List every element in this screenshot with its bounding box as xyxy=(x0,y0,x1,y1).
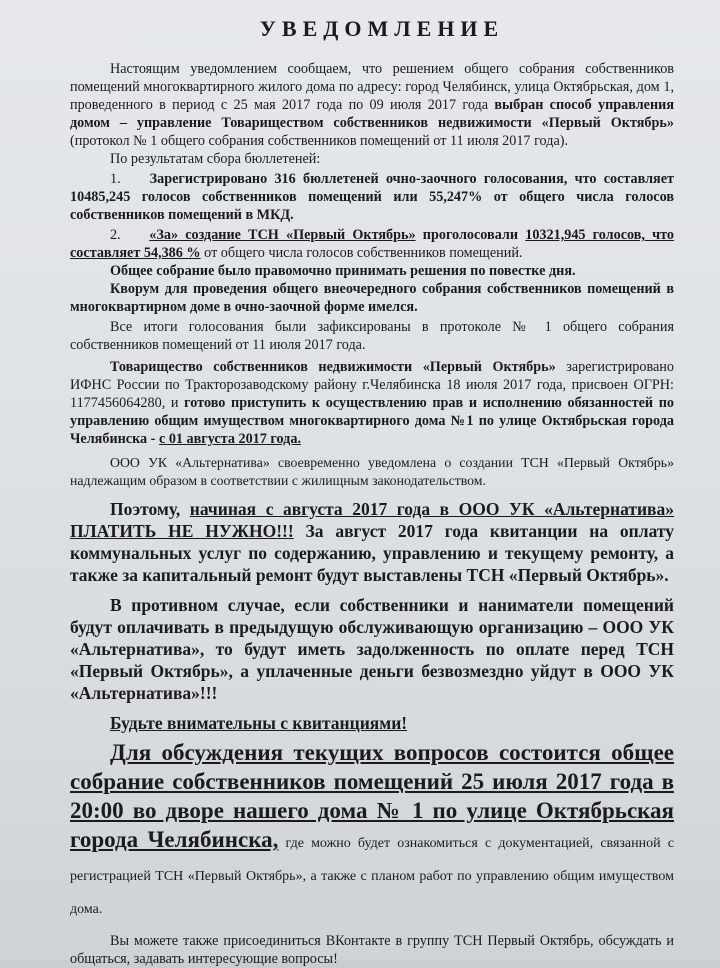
registration-bold-duties: готово приступить к осуществлению прав и исполнению обязанностей по управлению общим имуществом многоквартирного дома №1 по улице Октябрьская города Челябинска - xyxy=(70,395,674,447)
meeting-valid-bold: Общее собрание было правомочно принимать решения по повестке дня. xyxy=(110,263,576,279)
registration-date: с 01 августа 2017 года. xyxy=(158,431,301,447)
intro-paragraph xyxy=(70,60,674,150)
intro-protocol-text: (протокол № 1 общего собрания собственников помещений от 11 июля 2017 года). xyxy=(70,133,569,149)
item-underlined-votes: 10321,945 голосов, что составляет 54,386 % xyxy=(70,227,674,261)
meeting-valid-text xyxy=(70,262,674,280)
item-text: Зарегистрировано 316 бюллетеней очно-заочного голосования, что составляет 10485,245 голосов собственников помещений или 55,247% от общего числа голосов собственников помещений в МКД. xyxy=(70,171,674,223)
item-underlined-text: «За» создание ТСН «Первый Октябрь» xyxy=(149,227,416,243)
item-number: 2. xyxy=(110,227,121,243)
therefore-paragraph xyxy=(70,498,674,586)
item-tail-text: от общего числа голосов собственников помещений. xyxy=(200,245,523,261)
quorum-text xyxy=(70,280,674,316)
registration-paragraph xyxy=(70,358,674,448)
notified-text: ООО УК «Альтернатива» своевременно уведомлена о создании ТСН «Первый Октябрь» надлежащим образом в соответствии с жилищным законодательством. xyxy=(70,455,674,488)
results-label: По результатам сбора бюллетеней: xyxy=(110,151,321,167)
therefore-tail: За август 2017 года квитанции на оплату коммунальных услуг по содержанию, управлению и текущему ремонту, а также за капитальный ремонт будут выставлены ТСН «Первый Октябрь». xyxy=(70,521,674,585)
no-payment-warning: начиная с августа 2017 года в ООО УК «Альтернатива» ПЛАТИТЬ НЕ НУЖНО!!! xyxy=(70,499,675,541)
result-item-2 xyxy=(70,226,674,262)
otherwise-bold: В противном случае, если собственники и наниматели помещений будут оплачивать в предыдущую обслуживающую организацию – ООО УК «Альтернатива», то будут иметь задолженность по оплате перед ТСН «Первый Октябрь», а уплаченные деньги безвозмездно уйдут в ООО УК «Альтернатива»!!! xyxy=(70,595,674,703)
recorded-text: Все итоги голосования были зафиксированы в протоколе № 1 общего собрания собственников помещений от 11 июля 2017 года. xyxy=(70,319,674,353)
careful-underlined: Будьте внимательны с квитанциями! xyxy=(110,713,408,733)
registration-text: зарегистрировано ИФНС России по Тракторозаводскому району г.Челябинска 18 июля 2017 года, присвоен ОГРН: 1177456064280, и xyxy=(70,359,674,411)
intro-text: Настоящим уведомлением сообщаем, что решением общего собрания собственников помещений многоквартирного жилого дома по адресу: город Челябинск, улица Октябрьская, дом 1, проведенного в период с 25 мая 2017 года по 09 июля 2017 года xyxy=(70,61,674,113)
intro-bold-text: выбран способ управления домом – управление Товариществом собственников недвижимости «Первый Октябрь» xyxy=(70,97,674,131)
vk-text: Вы можете также присоединиться ВКонтакте в группу ТСН Первый Октябрь, обсуждать и общаться, задавать интересующие вопросы! xyxy=(70,933,674,967)
meeting-announcement: Для обсуждения текущих вопросов состоится общее собрание собственников помещений 25 июля 2017 года в 20:00 во дворе нашего дома № 1 по улице Октябрьская города Челябинска, xyxy=(70,740,674,852)
notice-title: УВЕДОМЛЕНИЕ xyxy=(259,16,505,41)
registration-bold-name: Товарищество собственников недвижимости «Первый Октябрь» xyxy=(110,359,556,375)
item-number: 1. xyxy=(110,171,121,187)
careful-text xyxy=(70,712,674,734)
therefore-lead: Поэтому, xyxy=(110,499,190,519)
result-item-1 xyxy=(70,170,674,224)
item-text: проголосовали xyxy=(415,227,526,243)
meeting-tail-text: где можно будет ознакомиться с документацией, связанной с регистрацией ТСН «Первый Октябрь», а также с планом работ по управлению общим имуществом дома. xyxy=(70,836,674,917)
otherwise-paragraph xyxy=(70,594,674,704)
quorum-bold: Кворум для проведения общего внеочередного собрания собственников помещений в многоквартирном доме в очно-заочной форме имелся. xyxy=(70,281,674,315)
meeting-paragraph xyxy=(70,738,674,924)
